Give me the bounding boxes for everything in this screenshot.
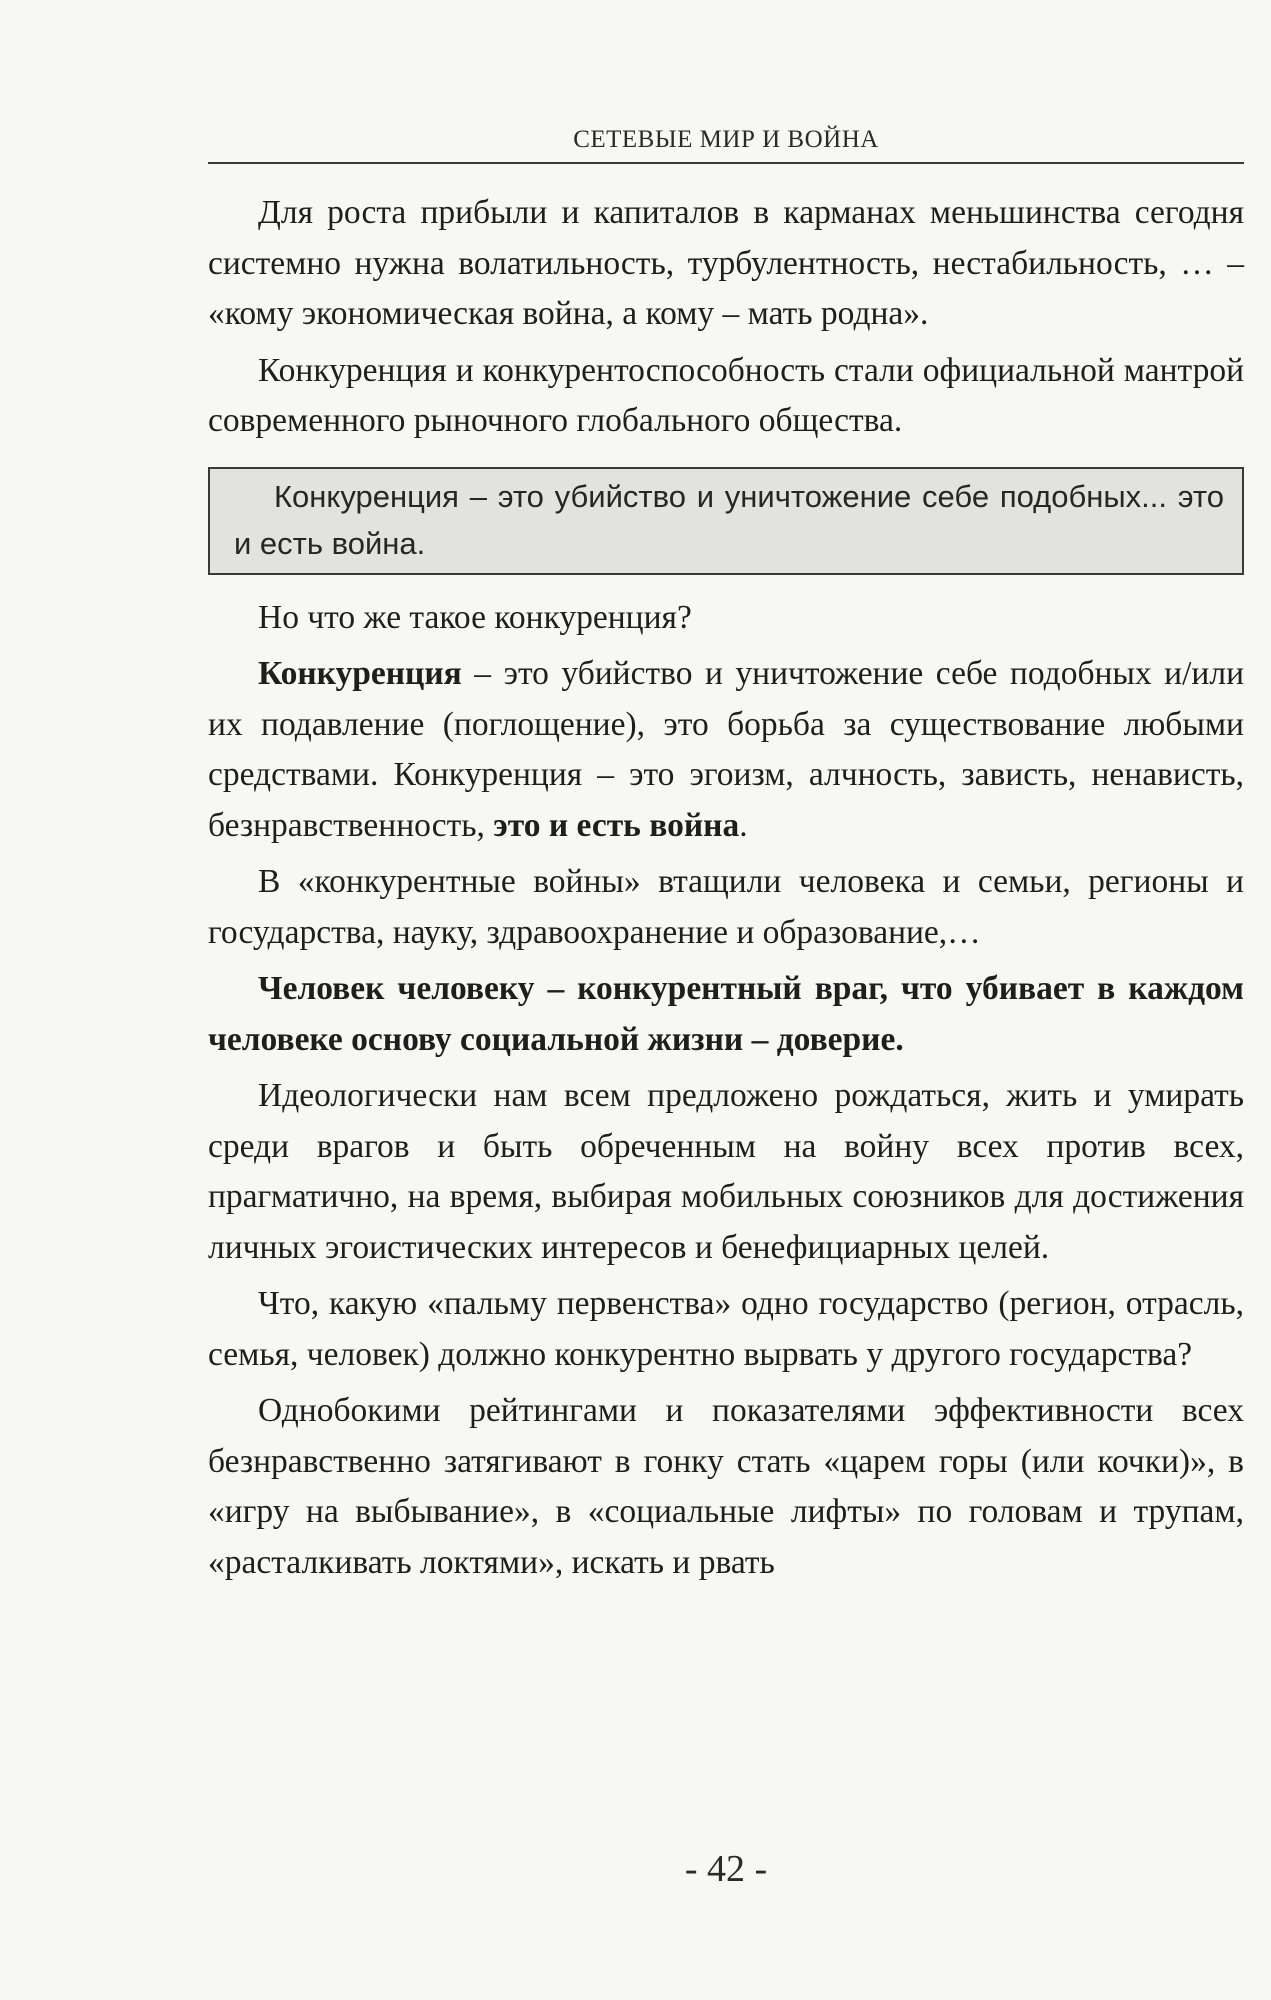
paragraph-2: Конкуренция и конкурентоспособность стали официальной мантрой современного рыночного глобального общества.	[208, 351, 1244, 439]
paragraph-5: В «конкурентные войны» втащили человека и семьи, регионы и государства, науку, здравоохранение и образование,…	[208, 863, 1244, 951]
paragraph-6	[208, 964, 1244, 1065]
emphasis-bold: это и есть война	[493, 806, 740, 844]
paragraph-4-middle: – это убийство и уничтожение себе подобных и/или их подавление (поглощение), это борьба за существование любыми средствами. Конкуренция – это эгоизм, алчность, зависть, ненависть, безнравственность,	[208, 655, 1244, 844]
callout-box	[208, 467, 1244, 575]
header-rule	[208, 162, 1244, 164]
paragraph-1: Для роста прибыли и капиталов в карманах меньшинства сегодня системно нужна волатильность, турбулентность, нестабильность, … – «кому экономическая война, а кому – мать родна».	[208, 194, 1244, 332]
page-number: - 42 -	[684, 1848, 768, 1890]
paragraph-8: Что, какую «пальму первенства» одно государство (регион, отрасль, семья, человек) должно конкурентно вырвать у другого государства?	[208, 1285, 1244, 1373]
paragraph-6-bold: Человек человеку – конкурентный враг, что убивает в каждом человеке основу социальной жизни – доверие.	[208, 970, 1244, 1058]
callout-text: Конкуренция – это убийство и уничтожение себе подобных... это и есть война.	[234, 478, 1224, 561]
paragraph-7: Идеологически нам всем предложено рождаться, жить и умирать среди врагов и быть обреченным на войну всех против всех, прагматично, на время, выбирая мобильных союзников для достижения личных эгоистических интересов и бенефициарных целей.	[208, 1077, 1244, 1266]
paragraph-3: Но что же такое конкуренция?	[258, 598, 692, 636]
paragraph-4-end: .	[739, 806, 748, 844]
body-text	[208, 188, 1244, 1594]
paragraph-4	[208, 649, 1244, 851]
paragraph-9: Однобокими рейтингами и показателями эффективности всех безнравственно затягивают в гонку стать «царем горы (или кочки)», в «игру на выбывание», в «социальные лифты» по головам и трупам, «расталкивать локтями», искать и рвать	[208, 1392, 1244, 1581]
running-head: СЕТЕВЫЕ МИР И ВОЙНА	[573, 126, 879, 153]
term-bold: Конкуренция	[258, 655, 462, 692]
